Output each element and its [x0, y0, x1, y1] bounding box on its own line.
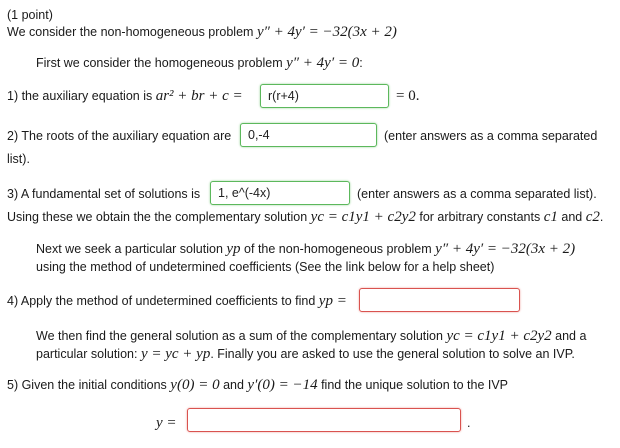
part-yp: yp	[226, 241, 241, 257]
q5-y-label: y =	[156, 415, 177, 431]
q1-expr: ar² + br + c =	[155, 88, 243, 104]
part-mid: of the non-homogeneous problem	[244, 242, 432, 256]
q2-hint-continued: list).	[7, 152, 30, 166]
general-text-line2	[36, 346, 575, 362]
intro-text	[7, 24, 397, 40]
q3-label: 3) A fundamental set of solutions is	[7, 187, 201, 201]
comp-c1: c1	[543, 209, 558, 225]
comp-c2: c2	[585, 209, 600, 225]
homog-prefix: First we consider the homogeneous problem	[36, 56, 283, 70]
general-text-line1	[36, 328, 586, 344]
q1-text	[7, 88, 243, 104]
q1-suffix: = 0.	[396, 88, 420, 104]
gen-prefix: We then find the general solution as a sum of the complementary solution	[36, 329, 443, 343]
gen-yc: yc = c1y1 + c2y2	[446, 328, 552, 344]
homog-suffix: :	[359, 56, 363, 70]
gen-end: and a	[555, 329, 587, 343]
ivp-solution-input[interactable]	[187, 408, 461, 432]
part-equation: y″ + 4y′ = −32(3x + 2)	[435, 241, 576, 257]
part-prefix: Next we seek a particular solution	[36, 242, 223, 256]
homog-equation: y″ + 4y′ = 0	[286, 55, 360, 71]
intro-equation: y″ + 4y′ = −32(3x + 2)	[256, 24, 397, 40]
comp-equation: yc = c1y1 + c2y2	[310, 209, 416, 225]
auxiliary-equation-input[interactable]: r(r+4)	[260, 84, 389, 108]
homog-text	[36, 55, 363, 71]
particular-text-line2: using the method of undetermined coefficients (See the link below for a help sheet)	[36, 260, 495, 274]
q5-end: find the unique solution to the IVP	[321, 378, 509, 392]
q5-label: 5) Given the initial conditions	[7, 378, 167, 392]
q2-label: 2) The roots of the auxiliary equation are	[7, 129, 232, 143]
gen-y-eq: y = yc + yp	[140, 346, 211, 362]
comp-prefix: Using these we obtain the the complementary solution	[7, 210, 308, 224]
gen-line2-end: . Finally you are asked to use the general solution to solve an IVP.	[210, 347, 575, 361]
q4-expr: yp =	[318, 293, 347, 309]
comp-end: .	[599, 210, 604, 224]
intro-prefix: We consider the non-homogeneous problem	[7, 25, 254, 39]
roots-input[interactable]: 0,-4	[240, 123, 377, 147]
q5-ic1: y(0) = 0	[170, 377, 220, 393]
q5-period: .	[467, 416, 471, 430]
q3-hint: (enter answers as a comma separated list).	[357, 187, 597, 201]
comp-mid: for arbitrary constants	[419, 210, 541, 224]
complementary-text	[7, 209, 603, 225]
q5-ic2: y′(0) = −14	[247, 377, 318, 393]
q5-and: and	[223, 378, 244, 392]
q2-hint: (enter answers as a comma separated	[384, 129, 598, 143]
q4-text	[7, 293, 347, 309]
q5-text	[7, 377, 508, 393]
comp-and: and	[561, 210, 583, 224]
fundamental-set-input[interactable]: 1, e^(-4x)	[210, 181, 350, 205]
points-label: (1 point)	[7, 8, 53, 22]
gen-line2-prefix: particular solution:	[36, 347, 138, 361]
q1-label: 1) the auxiliary equation is	[7, 89, 153, 103]
q4-label: 4) Apply the method of undetermined coefficients to find	[7, 294, 316, 308]
particular-solution-input[interactable]	[359, 288, 520, 312]
particular-text-line1	[36, 241, 575, 257]
